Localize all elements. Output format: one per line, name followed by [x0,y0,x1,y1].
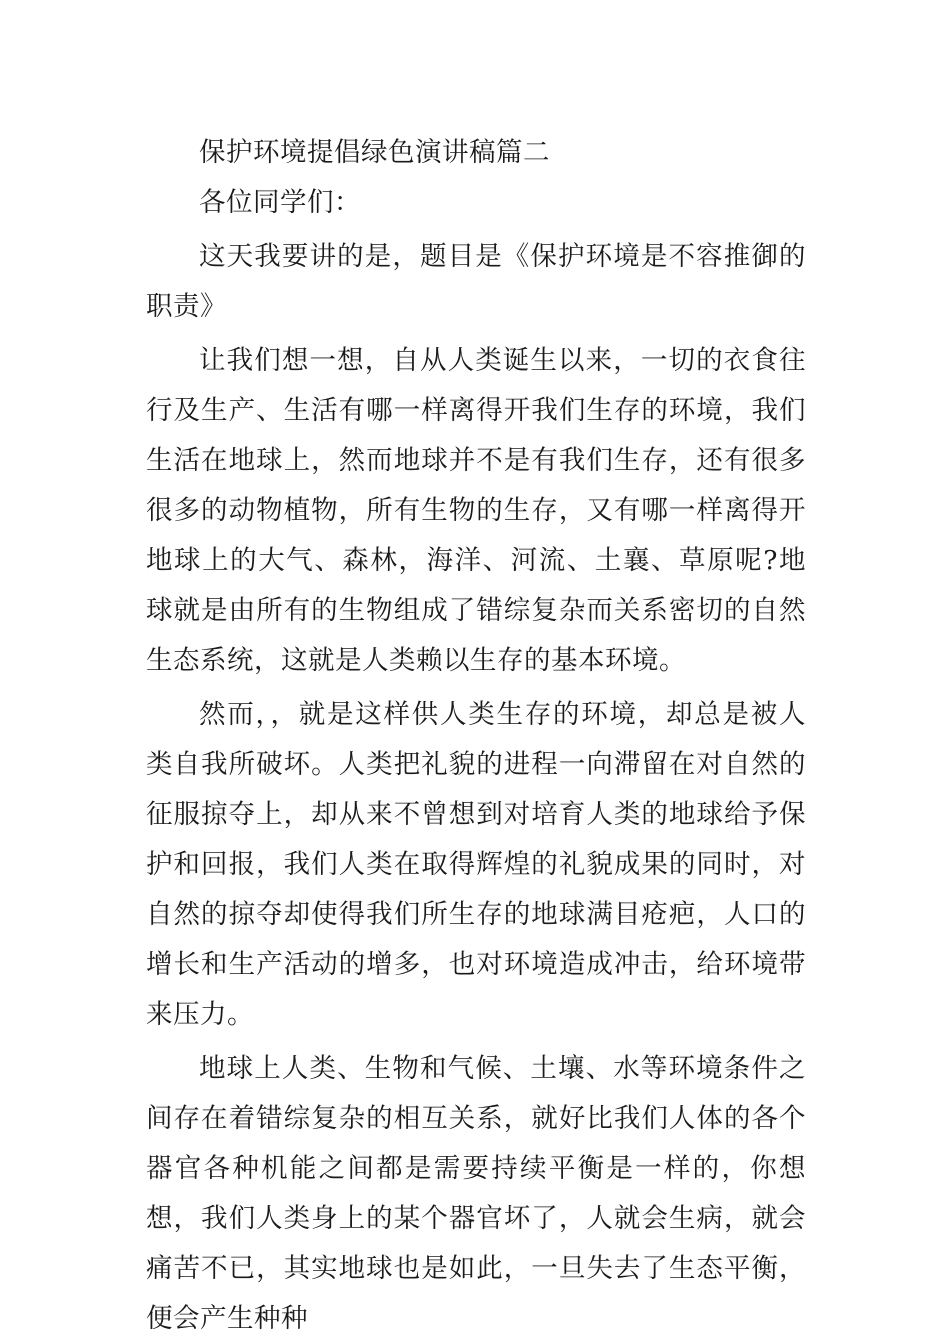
paragraph-3: 然而，，就是这样供人类生存的环境，却总是被人类自我所破坏。人类把礼貌的进程一向滞留在对自然的征服掠夺上，却从来不曾想到对培育人类的地球给予保护和回报，我们人类在取得辉煌的礼貌成果的同时，对自然的掠夺却使得我们所生存的地球满目疮疤，人口的增长和生产活动的增多，也对环境造成冲击，给环境带来压力。 [146,699,806,1030]
salutation: 各位同学们： [199,187,361,218]
paragraph-4: 地球上人类、生物和气候、土壤、水等环境条件之间存在着错综复杂的相互关系，就好比我们人体的各个器官各种机能之间都是需要持续平衡是一样的，你想想，我们人类身上的某个器官坏了，人就会生病，就会痛苦不已，其实地球也是如此，一旦失去了生态平衡，便会产生种种 [146,1053,806,1334]
paragraph-2: 让我们想一想，自从人类诞生以来，一切的衣食往行及生产、生活有哪一样离得开我们生存的环境，我们生活在地球上，然而地球并不是有我们生存，还有很多很多的动物植物，所有生物的生存，又有哪一样离得开地球上的大气、森林，海洋、河流、土襄、草原呢?地球就是由所有的生物组成了错综复杂而关系密切的自然生态系统，这就是人类赖以生存的基本环境。 [146,345,806,676]
document-title: 保护环境提倡绿色演讲稿篇二 [199,137,550,168]
document-body [146,128,806,1344]
paragraph-1: 这天我要讲的是，题目是《保护环境是不容推御的职责》 [146,241,806,322]
